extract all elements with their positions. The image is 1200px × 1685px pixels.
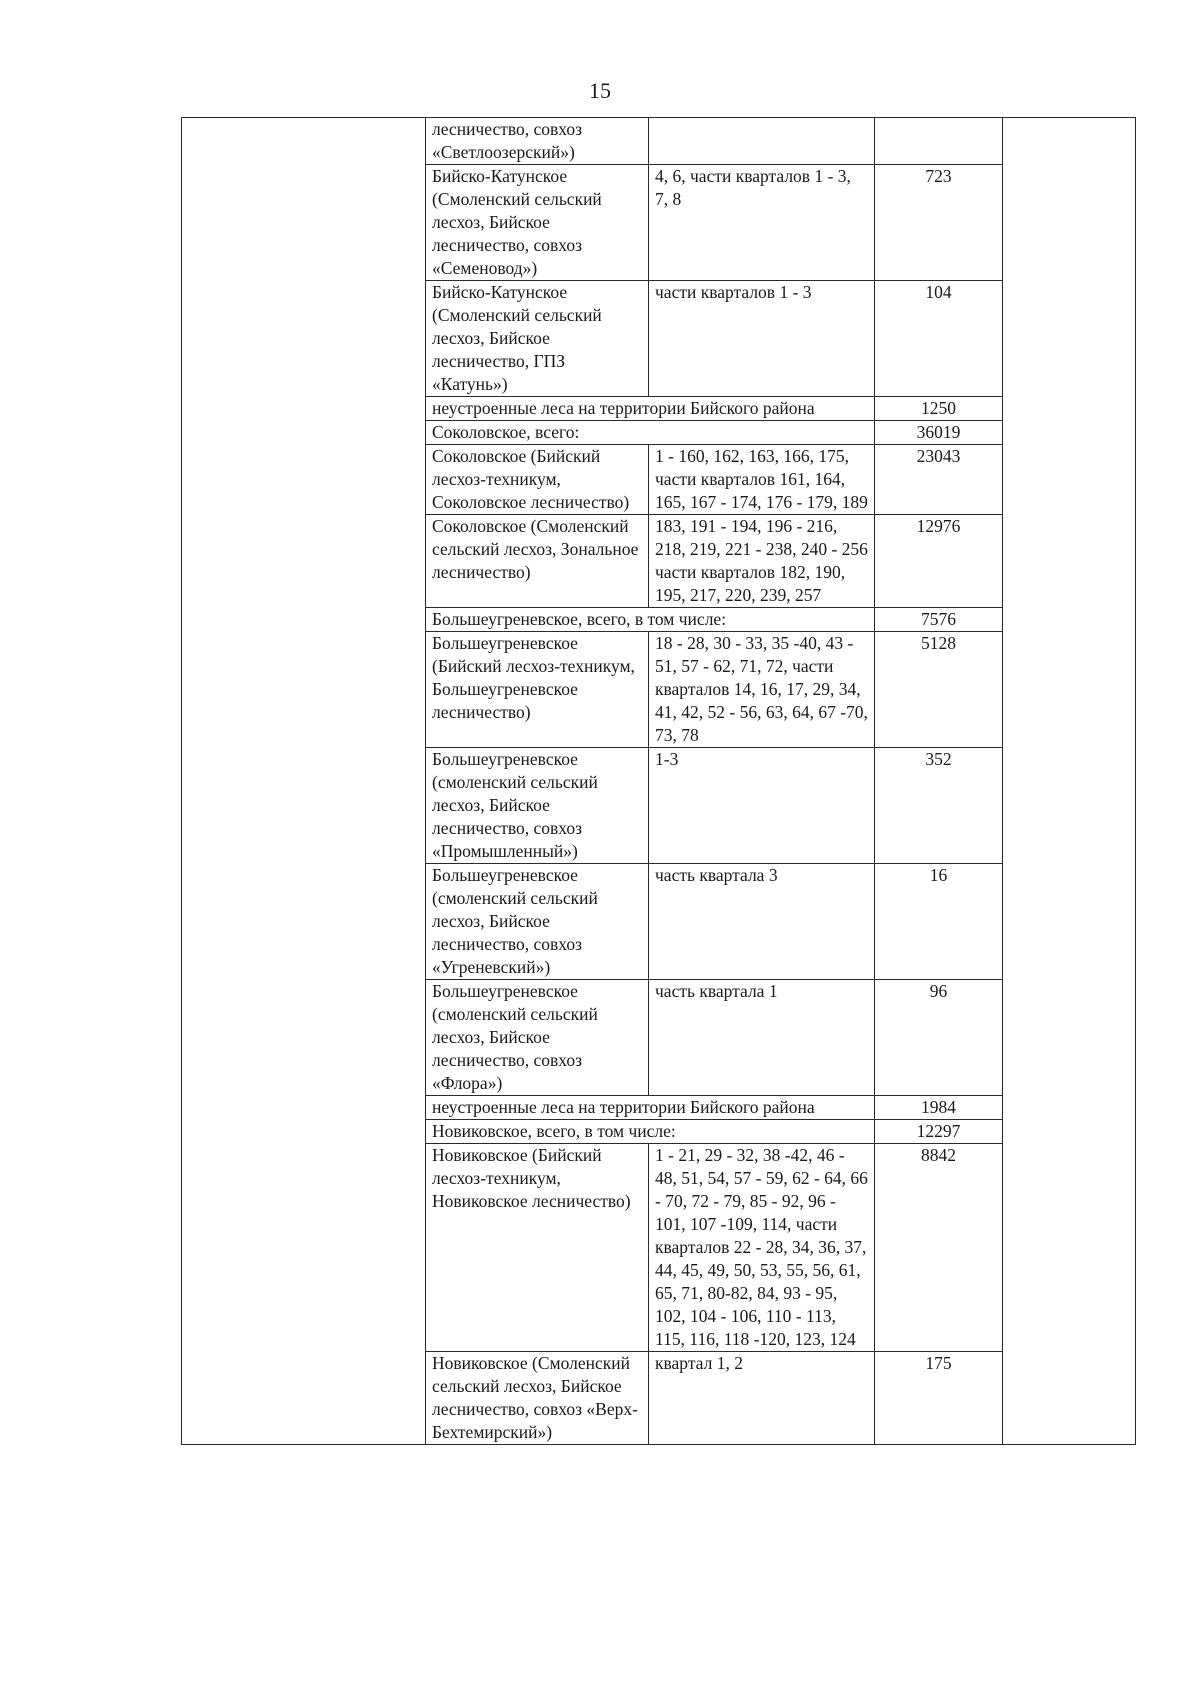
forestry-name-cell: Соколовское (Бийский лесхоз-техникум, Соколовское лесничество) — [426, 445, 649, 515]
empty-left-cell — [182, 748, 426, 864]
forestry-name-cell: Большеугреневское (Бийский лесхоз-техникум, Большеугреневское лесничество) — [426, 632, 649, 748]
area-cell: 104 — [875, 281, 1003, 397]
summary-name-cell: Соколовское, всего: — [426, 421, 875, 445]
empty-left-cell — [182, 445, 426, 515]
forestry-name-cell: Большеугреневское (смоленский сельский лесхоз, Бийское лесничество, совхоз «Промышленный») — [426, 748, 649, 864]
empty-left-cell — [182, 515, 426, 608]
quarters-cell — [649, 118, 875, 165]
empty-left-cell — [182, 980, 426, 1096]
empty-right-cell — [1003, 1120, 1136, 1144]
table-row — [182, 1120, 1136, 1144]
area-cell: 8842 — [875, 1144, 1003, 1352]
empty-left-cell — [182, 118, 426, 165]
table-row — [182, 864, 1136, 980]
table-row — [182, 281, 1136, 397]
empty-right-cell — [1003, 608, 1136, 632]
summary-name-cell: неустроенные леса на территории Бийского района — [426, 1096, 875, 1120]
quarters-cell: 1-3 — [649, 748, 875, 864]
quarters-cell: квартал 1, 2 — [649, 1352, 875, 1445]
quarters-cell: части кварталов 1 - 3 — [649, 281, 875, 397]
forestry-name-cell: Соколовское (Смоленский сельский лесхоз, Зональное лесничество) — [426, 515, 649, 608]
area-cell: 723 — [875, 165, 1003, 281]
quarters-cell: 183, 191 - 194, 196 - 216, 218, 219, 221 - 238, 240 - 256 части кварталов 182, 190, 195, 217, 220, 239, 257 — [649, 515, 875, 608]
empty-right-cell — [1003, 864, 1136, 980]
empty-left-cell — [182, 632, 426, 748]
area-cell: 12297 — [875, 1120, 1003, 1144]
empty-right-cell — [1003, 515, 1136, 608]
area-cell: 175 — [875, 1352, 1003, 1445]
table-row — [182, 397, 1136, 421]
forestry-table — [181, 117, 1136, 1445]
empty-left-cell — [182, 281, 426, 397]
area-cell: 7576 — [875, 608, 1003, 632]
quarters-cell: часть квартала 3 — [649, 864, 875, 980]
table-row — [182, 1096, 1136, 1120]
empty-left-cell — [182, 608, 426, 632]
empty-right-cell — [1003, 1096, 1136, 1120]
area-cell: 16 — [875, 864, 1003, 980]
area-cell: 1250 — [875, 397, 1003, 421]
forestry-name-cell: Бийско-Катунское (Смоленский сельский лесхоз, Бийское лесничество, совхоз «Семеновод») — [426, 165, 649, 281]
table-row — [182, 118, 1136, 165]
empty-right-cell — [1003, 445, 1136, 515]
area-cell: 12976 — [875, 515, 1003, 608]
quarters-cell: 1 - 21, 29 - 32, 38 -42, 46 - 48, 51, 54, 57 - 59, 62 - 64, 66 - 70, 72 - 79, 85 - 92, 96 - 101, 107 -109, 114, части кварталов 22 - 28, 34, 36, 37, 44, 45, 49, 50, 53, 55, 56, 61, 65, 71, 80-82, 84, 93 - 95, 102, 104 - 106, 110 - 113, 115, 116, 118 -120, 123, 124 — [649, 1144, 875, 1352]
empty-right-cell — [1003, 748, 1136, 864]
area-cell: 96 — [875, 980, 1003, 1096]
empty-left-cell — [182, 165, 426, 281]
table-row — [182, 165, 1136, 281]
empty-left-cell — [182, 397, 426, 421]
forestry-name-cell: Большеугреневское (смоленский сельский лесхоз, Бийское лесничество, совхоз «Угреневский») — [426, 864, 649, 980]
empty-right-cell — [1003, 397, 1136, 421]
empty-left-cell — [182, 1120, 426, 1144]
summary-name-cell: неустроенные леса на территории Бийского района — [426, 397, 875, 421]
forestry-name-cell: Бийско-Катунское (Смоленский сельский лесхоз, Бийское лесничество, ГПЗ «Катунь») — [426, 281, 649, 397]
table-row — [182, 1352, 1136, 1445]
area-cell: 36019 — [875, 421, 1003, 445]
empty-right-cell — [1003, 421, 1136, 445]
empty-right-cell — [1003, 632, 1136, 748]
forestry-name-cell: Большеугреневское (смоленский сельский лесхоз, Бийское лесничество, совхоз «Флора») — [426, 980, 649, 1096]
forestry-name-cell: Новиковское (Бийский лесхоз-техникум, Новиковское лесничество) — [426, 1144, 649, 1352]
table-row — [182, 980, 1136, 1096]
empty-left-cell — [182, 1096, 426, 1120]
empty-right-cell — [1003, 1352, 1136, 1445]
table-row — [182, 1144, 1136, 1352]
page-number: 15 — [589, 78, 611, 103]
area-cell: 352 — [875, 748, 1003, 864]
area-cell: 1984 — [875, 1096, 1003, 1120]
empty-left-cell — [182, 1144, 426, 1352]
table-row — [182, 608, 1136, 632]
quarters-cell: часть квартала 1 — [649, 980, 875, 1096]
summary-name-cell: Новиковское, всего, в том числе: — [426, 1120, 875, 1144]
forestry-name-cell: лесничество, совхоз «Светлоозерский») — [426, 118, 649, 165]
summary-name-cell: Большеугреневское, всего, в том числе: — [426, 608, 875, 632]
table-row — [182, 445, 1136, 515]
empty-left-cell — [182, 421, 426, 445]
table-row — [182, 632, 1136, 748]
area-cell — [875, 118, 1003, 165]
quarters-cell: 1 - 160, 162, 163, 166, 175, части кварталов 161, 164, 165, 167 - 174, 176 - 179, 189 — [649, 445, 875, 515]
table-row — [182, 748, 1136, 864]
empty-left-cell — [182, 864, 426, 980]
empty-right-cell — [1003, 165, 1136, 281]
empty-right-cell — [1003, 281, 1136, 397]
forestry-name-cell: Новиковское (Смоленский сельский лесхоз, Бийское лесничество, совхоз «Верх-Бехтемирский») — [426, 1352, 649, 1445]
empty-right-cell — [1003, 118, 1136, 165]
area-cell: 5128 — [875, 632, 1003, 748]
quarters-cell: 18 - 28, 30 - 33, 35 -40, 43 - 51, 57 - 62, 71, 72, части кварталов 14, 16, 17, 29, 34, 41, 42, 52 - 56, 63, 64, 67 -70, 73, 78 — [649, 632, 875, 748]
area-cell: 23043 — [875, 445, 1003, 515]
empty-left-cell — [182, 1352, 426, 1445]
quarters-cell: 4, 6, части кварталов 1 - 3, 7, 8 — [649, 165, 875, 281]
table-row — [182, 515, 1136, 608]
table-row — [182, 421, 1136, 445]
empty-right-cell — [1003, 980, 1136, 1096]
empty-right-cell — [1003, 1144, 1136, 1352]
